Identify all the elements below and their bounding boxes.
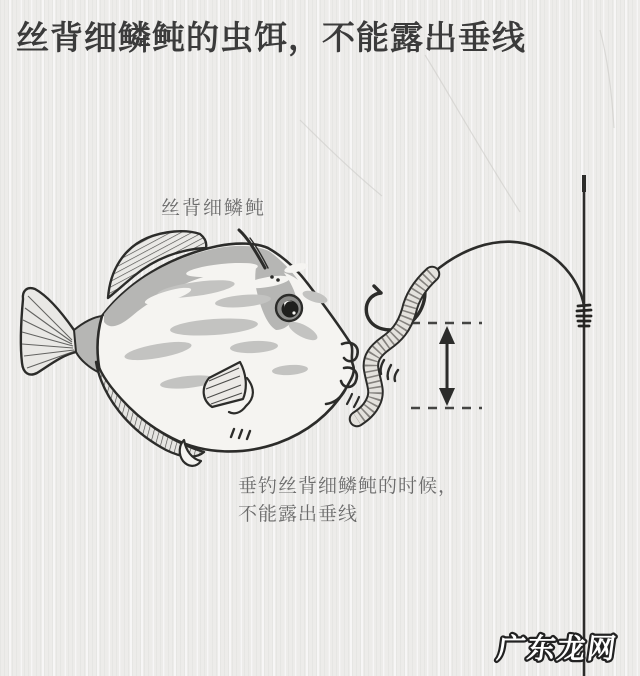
chin-motion-marks	[347, 394, 359, 407]
paper-crease-lines	[300, 30, 614, 212]
fish-eye	[276, 295, 302, 321]
fish-name-label: 丝背细鳞鲀	[161, 198, 267, 219]
worm-motion-marks	[381, 360, 398, 381]
caption-line-2: 不能露出垂线	[238, 504, 359, 525]
worm-bait	[357, 274, 432, 419]
page-title: 丝背细鳞鲀的虫饵，不能露出垂线	[16, 19, 526, 56]
watermark-text: 广东龙网	[495, 633, 620, 664]
caption-line-1: 垂钓丝背细鳞鲀的时候，	[238, 476, 459, 497]
depth-range-arrow	[439, 326, 455, 406]
fish-illustration	[21, 230, 359, 466]
diagram-caption	[238, 473, 458, 529]
hook-leader-curve	[420, 242, 584, 306]
tail-fin	[21, 288, 79, 374]
